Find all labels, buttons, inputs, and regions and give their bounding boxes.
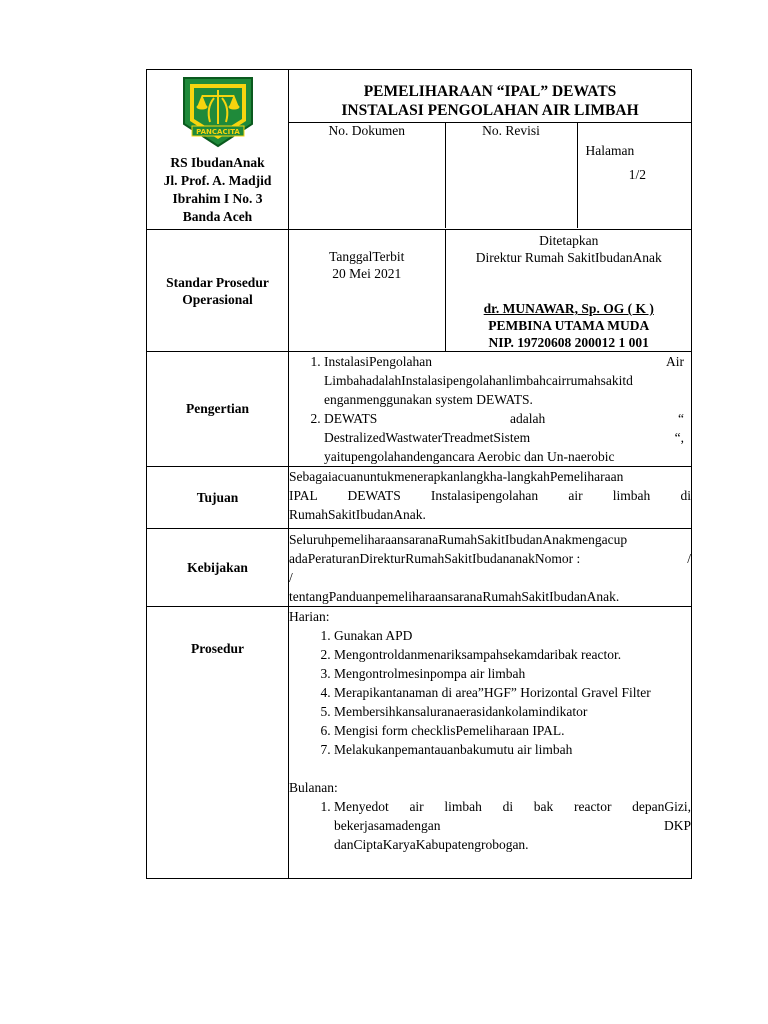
prosedur-cell (289, 607, 692, 879)
kebijakan-line-1: SeluruhpemeliharaansaranaRumahSakitIbudanAnakmengacup (289, 532, 628, 547)
org-block (147, 150, 288, 226)
sop-type-line-1: Standar Prosedur (166, 274, 269, 290)
prosedur-monthly-label: Bulanan: (289, 780, 338, 795)
prosedur-daily-item: 6. Mengisi form checklisPemeliharaan IPAL. (334, 721, 691, 740)
prosedur-monthly-item-1d: danCiptaKaryaKabupatengrobogan. (334, 837, 529, 852)
sop-type-line-2: Operasional (182, 291, 253, 307)
signer-rank: PEMBINA UTAMA MUDA (488, 318, 650, 333)
pengertian-label: Pengertian (186, 401, 249, 416)
hospital-logo (180, 74, 256, 150)
pengertian-item-2-e: “, (674, 430, 684, 445)
pengertian-item-1-d: enganmenggunakan system DEWATS. (324, 392, 533, 407)
tujuan-line-2: IPAL DEWATS Instalasipengolahan air limbah di (289, 488, 691, 503)
kebijakan-cell (289, 529, 692, 607)
issue-date-label: TanggalTerbit (329, 249, 405, 264)
prosedur-monthly-item-1b: bekerjasamadengan (334, 818, 441, 833)
pengertian-item-2-b: adalah (510, 411, 546, 426)
kebijakan-line-3: / (289, 570, 293, 585)
revision-label: No. Revisi (482, 123, 540, 138)
org-name: RS IbudanAnak (170, 155, 265, 170)
pengertian-item-1-b: Air (666, 354, 684, 369)
kebijakan-line-2a: adaPeraturanDirekturRumahSakitIbudananakNomor : (289, 551, 581, 566)
org-address-1: Jl. Prof. A. Madjid (163, 173, 272, 188)
tujuan-line-1: Sebagaiacuanuntukmenerapkanlangkha-langkahPemeliharaan (289, 469, 624, 484)
org-city: Banda Aceh (182, 209, 253, 224)
tujuan-label-cell (147, 467, 289, 529)
doc-number-label: No. Dokumen (328, 123, 405, 138)
set-label: Ditetapkan (539, 233, 599, 248)
pengertian-item-2-f: yaitupengolahandengancara Aerobic dan Un-naerobic (324, 449, 615, 464)
prosedur-daily-item: 3. Mengontrolmesinpompa air limbah (334, 664, 691, 683)
prosedur-monthly-item-1 (334, 797, 691, 854)
tujuan-line-3: RumahSakitIbudanAnak. (289, 507, 426, 522)
set-by: Direktur Rumah SakitIbudanAnak (475, 250, 662, 265)
page-value: 1/2 (628, 167, 646, 182)
pengertian-item-2-d: DestralizedWastwaterTreadmetSistem (324, 430, 531, 445)
prosedur-daily-item: 7. Melakukanpemantauanbakumutu air limbah (334, 740, 691, 759)
title-line-1: PEMELIHARAAN “IPAL” DEWATS (363, 83, 617, 100)
title-cell (289, 70, 692, 230)
prosedur-label: Prosedur (191, 641, 244, 656)
pengertian-cell (289, 352, 692, 467)
kebijakan-line-2b: / (687, 551, 691, 566)
document-title (289, 70, 691, 123)
issue-date-value: 20 Mei 2021 (332, 266, 402, 281)
pengertian-item-1-c: LimbahadalahInstalasipengolahanlimbahcairrumahsakitd (324, 373, 633, 388)
pengertian-item-2 (324, 409, 684, 466)
pengertian-label-cell (147, 352, 289, 467)
signer-nip: NIP. 19720608 200012 1 001 (488, 335, 649, 350)
page-label: Halaman (585, 143, 635, 158)
prosedur-daily-item: 2. Mengontroldanmenariksampahsekamdaribak reactor. (334, 645, 691, 664)
sop-document (146, 69, 691, 879)
pengertian-item-1 (324, 352, 684, 409)
kebijakan-label-cell (147, 529, 289, 607)
doc-info-row (289, 123, 692, 228)
title-line-2: INSTALASI PENGOLAHAN AIR LIMBAH (341, 102, 639, 119)
approval-cell (289, 230, 692, 352)
kebijakan-line-4: tentangPanduanpemeliharaansaranaRumahSakitIbudanAnak. (289, 589, 620, 604)
tujuan-label: Tujuan (196, 489, 239, 505)
org-cell (147, 70, 289, 230)
prosedur-daily-list (289, 626, 691, 759)
tujuan-cell (289, 467, 692, 529)
org-address-2: Ibrahim I No. 3 (172, 191, 263, 206)
pengertian-item-2-c: “ (677, 411, 684, 426)
sop-table (146, 69, 692, 879)
kebijakan-label: Kebijakan (187, 559, 248, 575)
prosedur-daily-item: 1. Gunakan APD (334, 626, 691, 645)
prosedur-monthly-list (289, 797, 691, 854)
pengertian-item-2-a: 2. DEWATS (324, 411, 378, 426)
logo-text: PANCACITA (195, 128, 240, 136)
signer-name: dr. MUNAWAR, Sp. OG ( K ) (483, 301, 654, 316)
prosedur-monthly-item-1c: DKP (663, 818, 691, 833)
prosedur-daily-label: Harian: (289, 609, 330, 624)
prosedur-daily-item: 4. Merapikantanaman di area”HGF” Horizontal Gravel Filter (334, 683, 691, 702)
prosedur-daily-item: 5. Membersihkansaluranaerasidankolamindikator (334, 702, 691, 721)
prosedur-label-cell (147, 607, 289, 879)
prosedur-monthly-item-1a: 1. Menyedot air limbah di bak reactor depanGizi, (334, 799, 691, 814)
sop-type-cell (147, 230, 289, 352)
pengertian-item-1-a: 1. InstalasiPengolahan (324, 354, 432, 369)
